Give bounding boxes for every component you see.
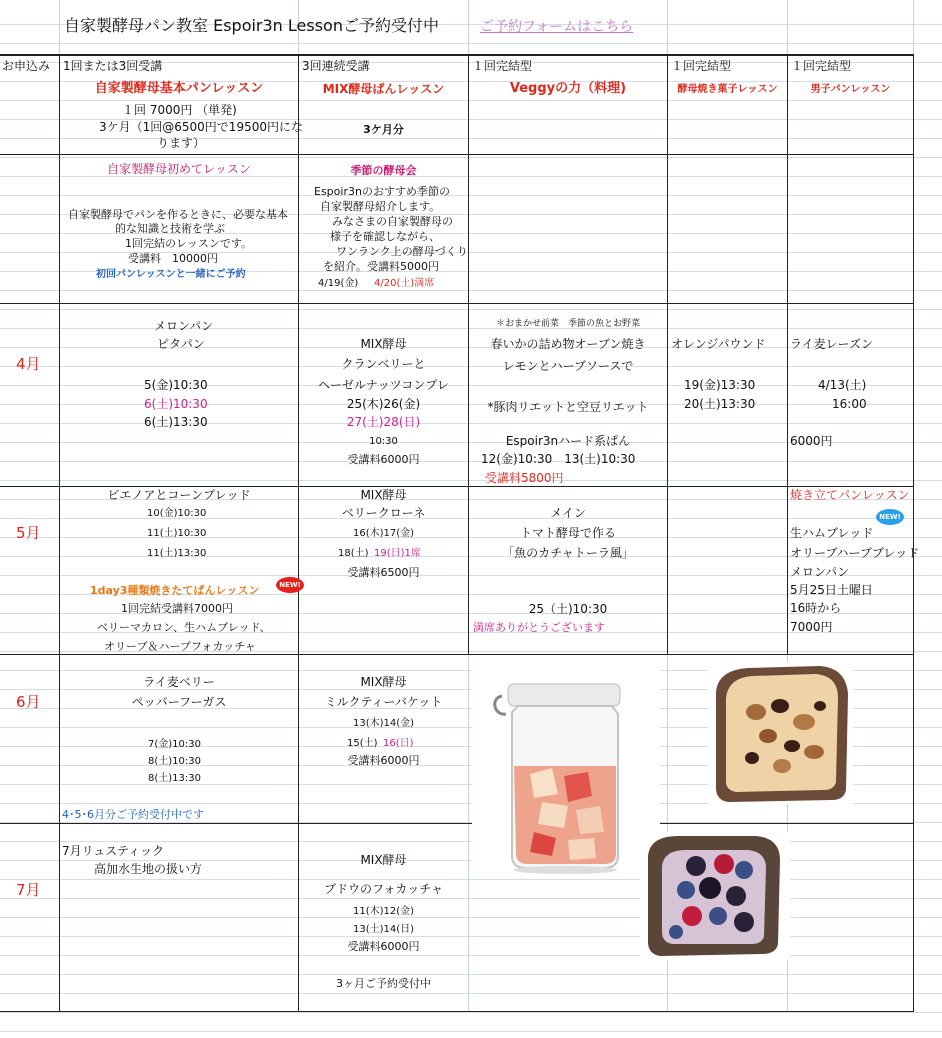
april-mix-label: MIX酵母 [360,337,407,351]
april-veggy-text: ＊おまかせ前菜 季節の魚とお野菜 [495,319,640,329]
season-date-2: 4/20(土)満席 [374,278,435,289]
may-veggy-date: 25（土)10:30 [528,602,608,616]
may-veggy-text: トマト酵母で作る [519,526,616,540]
june-mix-item: ミルクティーバケット [324,695,443,709]
page-title: 自家製酵母パン教室 Espoir3n Lessonご予約受付中 [64,16,439,35]
header-c3: １回完結型 [472,59,533,73]
season-text: みなさまの自家製酵母の [332,215,453,228]
july-mix-fee: 受講料6000円 [347,940,420,953]
price-3months-cont: ります） [157,136,206,150]
season-text: ワンランク上の酵母づくり [336,245,468,258]
april-sweets-date: 19(金)13:30 [684,378,756,392]
may-date: 11(土)13:30 [147,548,207,559]
month-july: 7月 [16,881,41,899]
season-date-1: 4/19(金) [318,278,359,289]
april-veggy-text: レモンとハーブソースで [502,359,634,373]
april-mix-date: 25(木)26(金) [346,397,421,411]
lesson-name-veggy: Veggyの力（料理) [509,81,627,96]
july-mix-item: ブドウのフォカッチャ [324,882,443,896]
june-mix-fee: 受講料6000円 [347,754,420,767]
may-veggy-text: 「魚のカチャトーラ風」 [502,546,634,560]
april-item: メロンパン [154,319,214,333]
border [667,54,668,654]
may-mens-title: 焼き立てパンレッスン [790,488,910,502]
header-c2: 3回連続受講 [302,59,370,73]
june-mix-label: MIX酵母 [360,675,407,689]
april-mens-time: 16:00 [832,397,867,411]
may-mix-item: ベリークローネ [341,506,426,520]
season-text: 様子を確認しながら、 [330,230,440,243]
border [0,154,914,155]
july-mix-label: MIX酵母 [360,853,407,867]
may-special-fee: 1回完結受講料7000円 [121,602,233,615]
may-special-items: オリーブ＆ハーブフォカッチャ [104,640,256,653]
april-mix-time: 10:30 [369,436,398,447]
border [0,54,914,56]
intro-text: 的な知識と技術を学ぶ [115,222,225,235]
border [0,303,914,304]
june-date: 8(土)10:30 [148,756,201,767]
border [0,654,914,655]
lesson-name-mix: MIX酵母ぱんレッスン [322,82,445,96]
lesson-name-mens: 男子パンレッスン [810,84,891,95]
header-apply: お申込み [2,59,51,73]
april-veggy-text: 春いかの詰め物オーブン焼き [490,337,646,351]
border [0,823,914,824]
price-single: １回 7000円 （単発) [122,103,237,117]
may-mix-date-full: 19(日)1席 [374,548,421,559]
intro-text: 自家製酵母でパンを作るときに、必要な基本 [68,208,288,221]
yeast-jar-image [472,656,660,878]
july-mix-date: 13(土)14(日) [352,924,415,935]
intro-note: 初回パンレッスンと一緒にご予約 [96,269,246,280]
may-mens-item: オリーブハーブブレッド [790,546,920,560]
june-notice: 4･5･6月分ご予約受付中です [62,808,204,821]
april-mix-item: ヘーゼルナッツコンプレ [318,378,449,392]
border [787,54,788,654]
april-veggy-text: *豚肉リエットと空豆リエット [487,400,649,414]
month-june: 6月 [16,693,41,711]
header-c1: 1回または3回受講 [63,59,163,73]
july-notice: 3ヶ月ご予約受付中 [336,977,431,990]
may-special-lesson: 1day3種類焼きたてぱんレッスン [90,584,260,597]
april-mix-date: 27(土)28(日) [346,415,421,429]
april-mix-item: クランベリーと [341,357,426,371]
intro-lesson-name: 自家製酵母初めてレッスン [107,162,251,176]
april-veggy-date: 12(金)10:30 13(土)10:30 [481,452,636,466]
price-mix: 3ケ月分 [363,123,404,136]
april-mens-date: 4/13(土) [818,378,867,392]
june-mix-date-sunday: 16(日) [383,738,414,749]
price-3months: 3ケ月（1回@6500円で19500円にな [99,120,303,134]
may-item: ビエノアとコーンブレッド [107,488,251,502]
border [59,54,60,1012]
april-mens-fee: 6000円 [790,434,833,448]
new-badge-icon: NEW! [276,577,304,593]
may-mens-time: 16時から [790,601,842,615]
berry-toast-image [640,832,790,960]
june-date: 7(金)10:30 [148,739,201,750]
may-mix-date: 16(木)17(金) [352,528,415,539]
month-may: 5月 [16,524,41,542]
season-text: 自家製酵母紹介します。 [320,200,441,213]
july-mix-date: 11(木)12(金) [352,906,415,917]
intro-text: 1回完結のレッスンです。 [125,237,253,250]
may-mens-item: 生ハムブレッド [790,526,874,540]
border [913,54,914,1012]
season-fee: を紹介。受講料5000円 [323,260,439,273]
june-item: ライ麦ベリー [143,675,215,689]
season-lesson-name: 季節の酵母会 [350,164,417,177]
may-mens-date: 5月25日土曜日 [790,583,873,597]
may-veggy-full: 満席ありがとうございます [473,621,605,634]
june-date: 8(土)13:30 [148,773,201,784]
nut-toast-image [708,662,853,804]
border [0,486,914,487]
header-c4: １回完結型 [671,59,732,73]
may-date: 11(土)10:30 [147,528,207,539]
season-text: Espoir3nのおすすめ季節の [314,185,451,198]
intro-fee: 受講料 10000円 [128,252,218,265]
april-item: ピタパン [157,337,205,351]
april-date: 5(金)10:30 [144,378,208,392]
new-badge-icon: NEW! [876,509,904,525]
april-veggy-fee: 受講料5800円 [485,471,564,485]
june-mix-date: 15(土) [347,738,378,749]
april-veggy-text: Espoir3nハード系ぱん [505,434,631,448]
border [0,1011,914,1012]
month-april: 4月 [16,355,41,373]
may-mix-fee: 受講料6500円 [347,566,420,579]
may-mens-fee: 7000円 [790,620,833,634]
april-mix-fee: 受講料6000円 [347,453,420,466]
header-c5: １回完結型 [791,59,852,73]
april-mens-item: ライ麦レーズン [790,337,874,351]
may-mix-date: 18(土) [338,548,369,559]
may-mens-item: メロンパン [790,565,850,579]
april-date: 6(土)13:30 [144,415,208,429]
may-mix-label: MIX酵母 [360,488,407,502]
lesson-name-basic: 自家製酵母基本パンレッスン [94,81,264,96]
june-item: ペッパーフーガス [131,695,227,709]
may-veggy-text: メイン [550,506,586,520]
reservation-form-link[interactable]: ご予約フォームはこちら [480,19,634,35]
june-mix-date: 13(木)14(金) [352,718,415,729]
april-sweets-date: 20(土)13:30 [684,397,756,411]
lesson-name-sweets: 酵母焼き菓子レッスン [677,84,778,95]
april-date: 6(土)10:30 [144,397,208,411]
may-special-items: ベリーマカロン、生ハムブレッド、 [97,621,271,634]
july-item: 7月リュスティック [62,844,165,858]
may-date: 10(金)10:30 [147,508,207,519]
border [468,54,469,654]
april-sweets-item: オレンジパウンド [671,337,766,351]
july-item: 高加水生地の扱い方 [94,862,203,876]
